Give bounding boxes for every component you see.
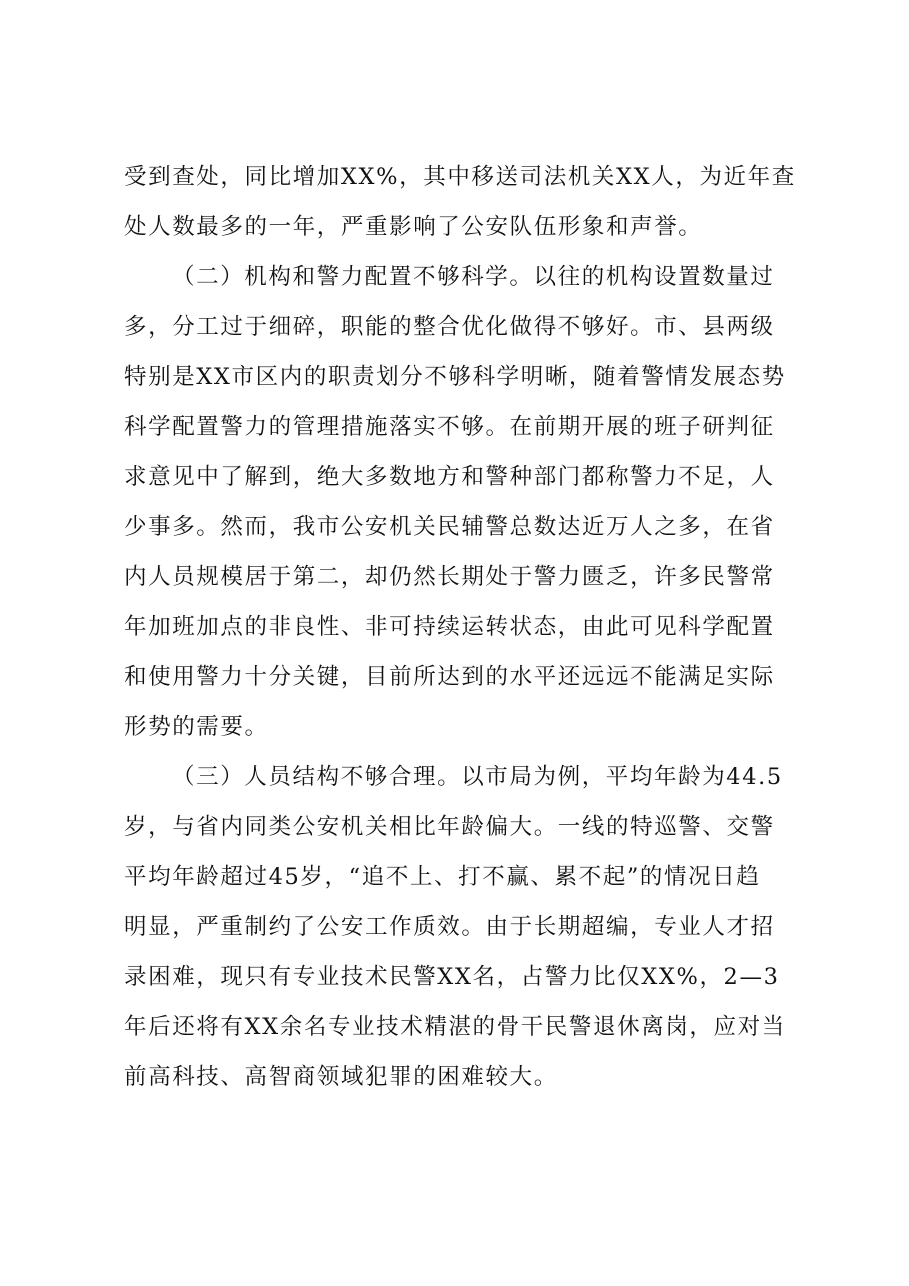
paragraph-line: 求意见中了解到，绝大多数地方和警种部门都称警力不足，人	[124, 464, 775, 490]
paragraph-line: 处人数最多的一年，严重影响了公安队伍形象和声誉。	[124, 214, 703, 240]
paragraph-line: （二）机构和警力配置不够科学。以往的机构设置数量过	[172, 264, 775, 290]
paragraph-line: 岁，与省内同类公安机关相比年龄偏大。一线的特巡警、交警	[124, 814, 775, 840]
paragraph-line: 录困难，现只有专业技术民警XX名，占警力比仅XX%，2—3	[124, 964, 780, 990]
paragraph-line: 平均年龄超过45岁，“追不上、打不赢、累不起”的情况日趋	[124, 864, 761, 890]
paragraph-line: 形势的需要。	[124, 714, 269, 740]
paragraph-line: 和使用警力十分关键，目前所达到的水平还远远不能满足实际	[124, 664, 775, 690]
paragraph-line: 明显，严重制约了公安工作质效。由于长期超编，专业人才招	[124, 914, 775, 940]
paragraph-line: 科学配置警力的管理措施落实不够。在前期开展的班子研判征	[124, 414, 775, 440]
paragraph-line: 年加班加点的非良性、非可持续运转状态，由此可见科学配置	[124, 614, 775, 640]
paragraph-line: （三）人员结构不够合理。以市局为例，平均年龄为44.5	[172, 764, 783, 790]
paragraph-line: 前高科技、高智商领域犯罪的困难较大。	[124, 1064, 558, 1090]
paragraph-line: 多，分工过于细碎，职能的整合优化做得不够好。市、县两级	[124, 314, 775, 340]
paragraph-line: 年后还将有XX余名专业技术精湛的骨干民警退休离岗，应对当	[124, 1014, 786, 1040]
paragraph-line: 少事多。然而，我市公安机关民辅警总数达近万人之多，在省	[124, 514, 775, 540]
paragraph-line: 内人员规模居于第二，却仍然长期处于警力匮乏，许多民警常	[124, 564, 775, 590]
paragraph-line: 受到查处，同比增加XX%，其中移送司法机关XX人，为近年查	[124, 164, 796, 190]
document-body	[124, 152, 804, 1102]
paragraph-line: 特别是XX市区内的职责划分不够科学明晰，随着警情发展态势	[124, 364, 786, 390]
